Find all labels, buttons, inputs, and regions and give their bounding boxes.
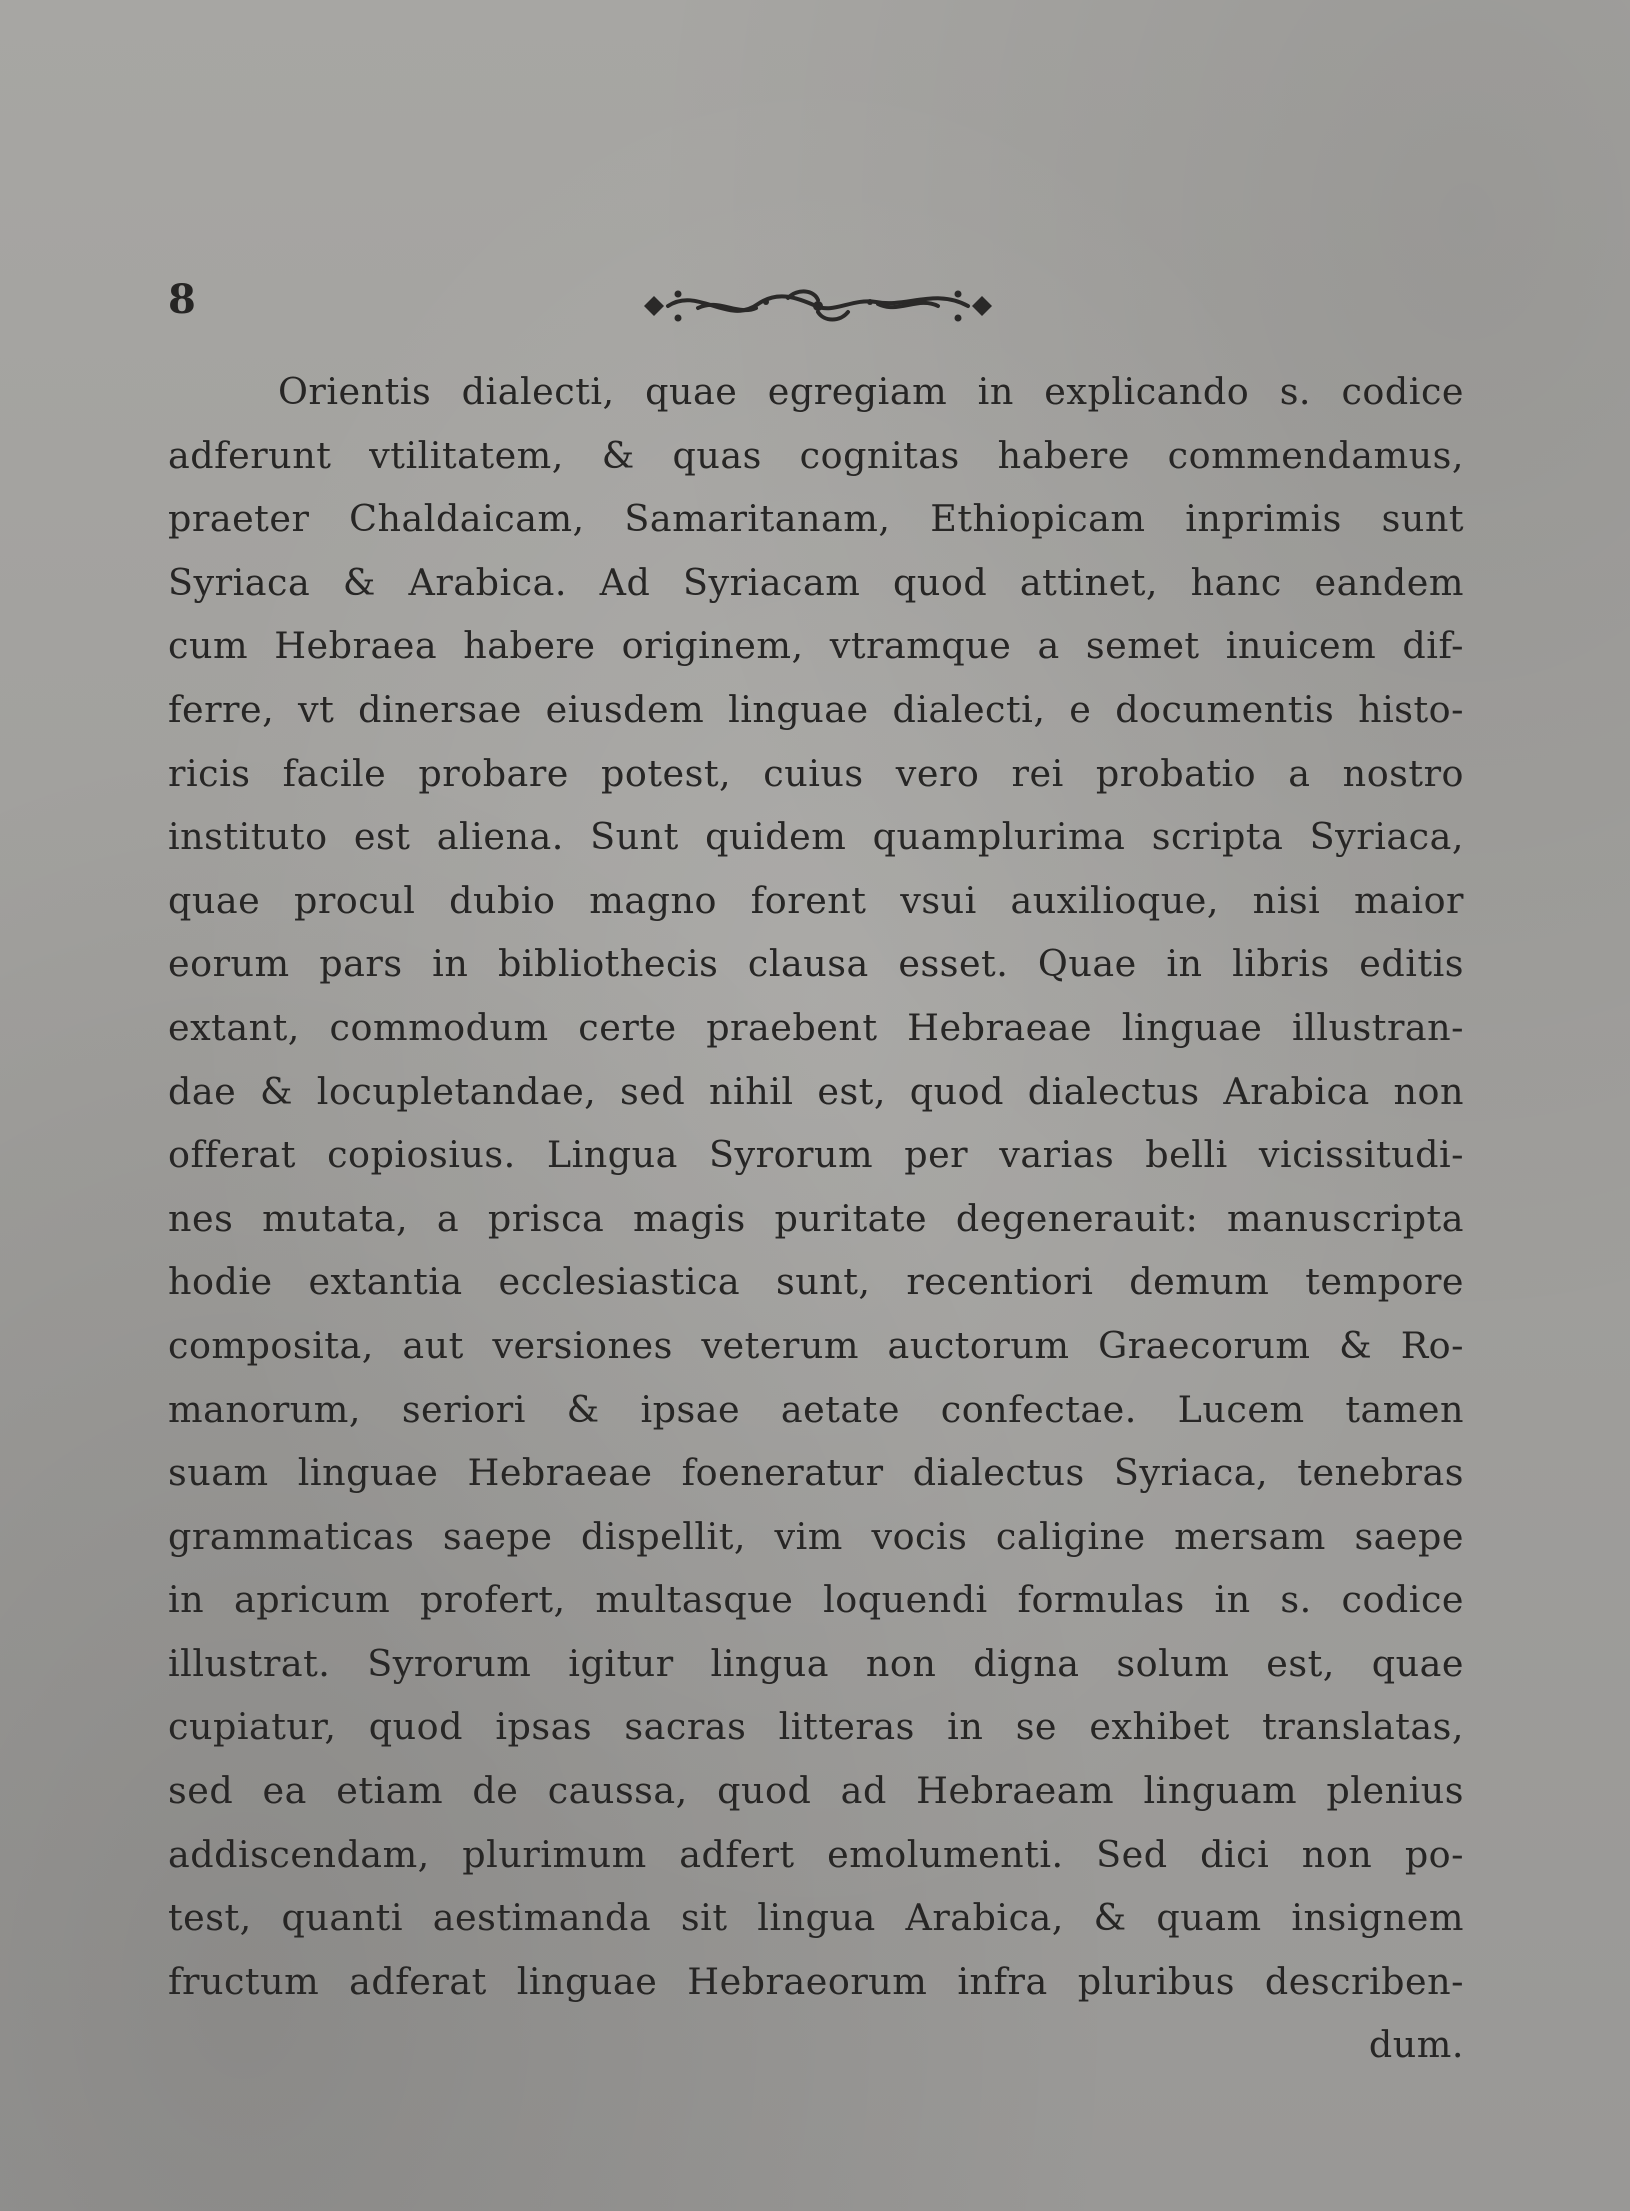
text-line: illustrat. Syrorum igitur lingua non digna solum est, quae <box>168 1641 1464 1685</box>
text-line: praeter Chaldaicam, Samaritanam, Ethiopicam inprimis sunt <box>168 497 1464 541</box>
text-line: manorum, seriori & ipsae aetate confectae. Lucem tamen <box>168 1387 1464 1431</box>
text-line: in apricum profert, multasque loquendi formulas in s. codice <box>168 1578 1464 1622</box>
text-line: quae procul dubio magno forent vsui auxilioque, nisi maior <box>168 878 1464 922</box>
text-line: cupiatur, quod ipsas sacras litteras in se exhibet translatas, <box>168 1705 1464 1749</box>
text-line: nes mutata, a prisca magis puritate degenerauit: manuscripta <box>168 1196 1464 1240</box>
text-line: suam linguae Hebraeae foeneratur dialectus Syriaca, tenebras <box>168 1451 1464 1495</box>
text-line: extant, commodum certe praebent Hebraeae linguae illustran- <box>168 1005 1464 1049</box>
text-line: ferre, vt dinersae eiusdem linguae dialecti, e documentis histo- <box>168 687 1464 731</box>
text-line: composita, aut versiones veterum auctorum Graecorum & Ro- <box>168 1323 1464 1367</box>
text-line: offerat copiosius. Lingua Syrorum per varias belli vicissitudi- <box>168 1133 1464 1177</box>
text-line: adferunt vtilitatem, & quas cognitas habere commendamus, <box>168 433 1464 477</box>
text-line: hodie extantia ecclesiastica sunt, recentiori demum tempore <box>168 1260 1464 1304</box>
text-line: instituto est aliena. Sunt quidem quamplurima scripta Syriaca, <box>168 815 1464 859</box>
text-line: grammaticas saepe dispellit, vim vocis caligine mersam saepe <box>168 1514 1464 1558</box>
page-header <box>168 268 1468 338</box>
ornament-icon <box>638 268 998 338</box>
page-number: 8 <box>168 276 196 323</box>
text-line-last: dum. <box>1368 2023 1464 2067</box>
text-line: test, quanti aestimanda sit lingua Arabica, & quam insignem <box>168 1896 1464 1940</box>
text-line: sed ea etiam de caussa, quod ad Hebraeam linguam plenius <box>168 1769 1464 1813</box>
text-line: Syriaca & Arabica. Ad Syriacam quod attinet, hanc eandem <box>168 560 1464 604</box>
text-line: fructum adferat linguae Hebraeorum infra pluribus describen- <box>168 1959 1464 2003</box>
text-line: eorum pars in bibliothecis clausa esset. Quae in libris editis <box>168 942 1464 986</box>
text-line: cum Hebraea habere originem, vtramque a semet inuicem dif- <box>168 624 1464 668</box>
text-line: Orientis dialecti, quae egregiam in explicando s. codice <box>278 370 1464 413</box>
text-line: addiscendam, plurimum adfert emolumenti. Sed dici non po- <box>168 1832 1464 1876</box>
text-line: ricis facile probare potest, cuius vero rei probatio a nostro <box>168 751 1464 795</box>
text-line: dae & locupletandae, sed nihil est, quod dialectus Arabica non <box>168 1069 1464 1113</box>
body-text <box>168 360 1464 2077</box>
